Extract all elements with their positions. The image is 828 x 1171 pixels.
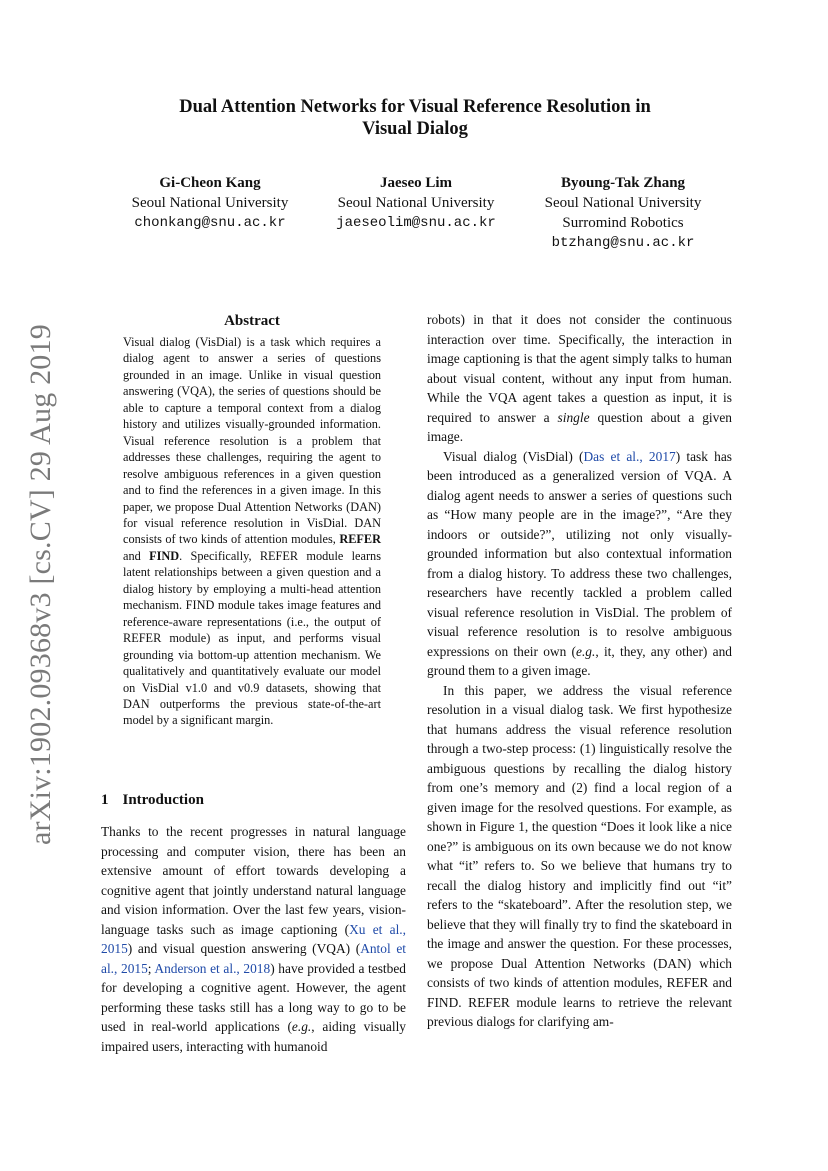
section-number: 1 (101, 792, 109, 808)
section-heading-introduction (101, 792, 204, 809)
author-block-1 (115, 173, 305, 233)
author-email: btzhang@snu.ac.kr (551, 235, 695, 251)
citation-link[interactable]: Anderson et al., 2018 (154, 960, 271, 976)
author-block-2 (318, 173, 514, 233)
citation-link[interactable]: Xu et al., 2015 (101, 921, 406, 956)
author-affiliation: Surromind Robotics (562, 215, 684, 231)
paper-title-line1: Dual Attention Networks for Visual Reference Resolution in (179, 97, 651, 117)
intro-paragraph-1: Thanks to the recent progresses in natural language processing and computer vision, there has been an extensive amount of effort towards developing a cognitive agent that jointly understand natural language and vision information. Over the last few years, vision-language tasks such as image captioning (Xu et al., 2015) and visual question answering (VQA) (Antol et al., 2015; Anderson et al., 2018) have provided a testbed for developing a cognitive agent. However, the agent performing these tasks still has a long way to go to be used in real-world applications (e.g., aiding visually impaired users, interacting with humanoid (101, 824, 406, 1054)
author-affiliation: Seoul National University (544, 195, 702, 211)
author-affiliation: Seoul National University (337, 195, 495, 211)
author-email: jaeseolim@snu.ac.kr (336, 215, 496, 231)
intro-paragraph-2: Visual dialog (VisDial) (Das et al., 2017) task has been introduced as a generalized version of VQA. A dialog agent needs to answer a series of questions such as “How many people are in the image?”, “Are they indoors or outside?”, utilizing not only visually-grounded information but also contextual information from a dialog history. To address these two challenges, researchers have recently tackled a problem called visual reference resolution in VisDial. The problem of visual reference resolution is to resolve ambiguous expressions on their own (e.g., it, they, any other) and ground them to a given image. (427, 448, 733, 678)
arxiv-identifier-stamp: arXiv:1902.09368v3 [cs.CV] 29 Aug 2019 (24, 324, 57, 845)
author-affiliation: Seoul National University (131, 195, 289, 211)
author-name: Jaeseo Lim (379, 175, 453, 191)
paper-title (100, 96, 730, 140)
refer-module-name: REFER (339, 532, 381, 547)
paper-title-line2: Visual Dialog (362, 119, 468, 139)
citation-link[interactable]: Antol et al., 2015 (101, 941, 406, 976)
abstract-text: Visual dialog (VisDial) is a task which requires a dialog agent to answer a series of questions grounded in an image. Unlike in visual question answering (VQA), the series of questions should be able to capture a temporal context from a dialog history and utilizes visually-grounded information. Visual reference resolution is a problem that addresses these challenges, requiring the agent to resolve ambiguous references in a given question and to find the references in a given image. In this paper, we propose Dual Attention Networks (DAN) for visual reference resolution in VisDial. DAN consists of two kinds of attention modules, REFER and FIND. Specifically, REFER module learns latent relationships between a given question and a dialog history by employing a multi-head attention mechanism. FIND module takes image features and reference-aware representations (i.e., the output of REFER module) as input, and performs visual grounding via bottom-up attention mechanism. We qualitatively and quantitatively evaluate our model on VisDial v1.0 and v0.9 datasets, showing that DAN outperforms the previous state-of-the-art model by a significant margin. (123, 335, 381, 728)
abstract-section (123, 312, 381, 729)
citation-link[interactable]: Das et al., 2017 (583, 448, 676, 464)
abstract-heading: Abstract (224, 313, 280, 329)
author-name: Gi-Cheon Kang (159, 175, 261, 191)
section-title: Introduction (122, 792, 204, 808)
intro-paragraph-3: In this paper, we address the visual reference resolution in a visual dialog task. We first hypothesize that humans address the visual reference resolution through a two-step process: (1) linguistically resolve the ambiguous questions by recalling the dialog history from one’s memory and (2) find a local region of a given image for the resolved questions. For example, as shown in Figure 1, the question “Does it look like a nice one?” is ambiguous on its own because we do not know what “it” refers to. So we believe that humans try to recall the dialog history and implicitly find out “it” refers to the “skateboard”. After the resolution step, we believe that they will finally try to find the skateboard in the image and answer the question. For these processes, we propose Dual Attention Networks (DAN) which consists of two kinds of attention modules, REFER and FIND. REFER module learns to retrieve the relevant previous dialogs for clarifying am- (427, 682, 732, 1029)
author-email: chonkang@snu.ac.kr (134, 215, 286, 231)
introduction-right-column (427, 310, 732, 1032)
find-module-name: FIND (149, 548, 180, 563)
intro-paragraph-1-continued: robots) in that it does not consider the continuous interaction over time. Specifically, the interaction in image captioning is that the agent simply talks to human about visual content, without any input from human. While the VQA agent takes a question as input, it is required to answer a single question about a given image. (427, 312, 732, 444)
introduction-left-column (101, 822, 406, 1056)
author-block-3 (528, 173, 718, 253)
author-name: Byoung-Tak Zhang (560, 175, 686, 191)
